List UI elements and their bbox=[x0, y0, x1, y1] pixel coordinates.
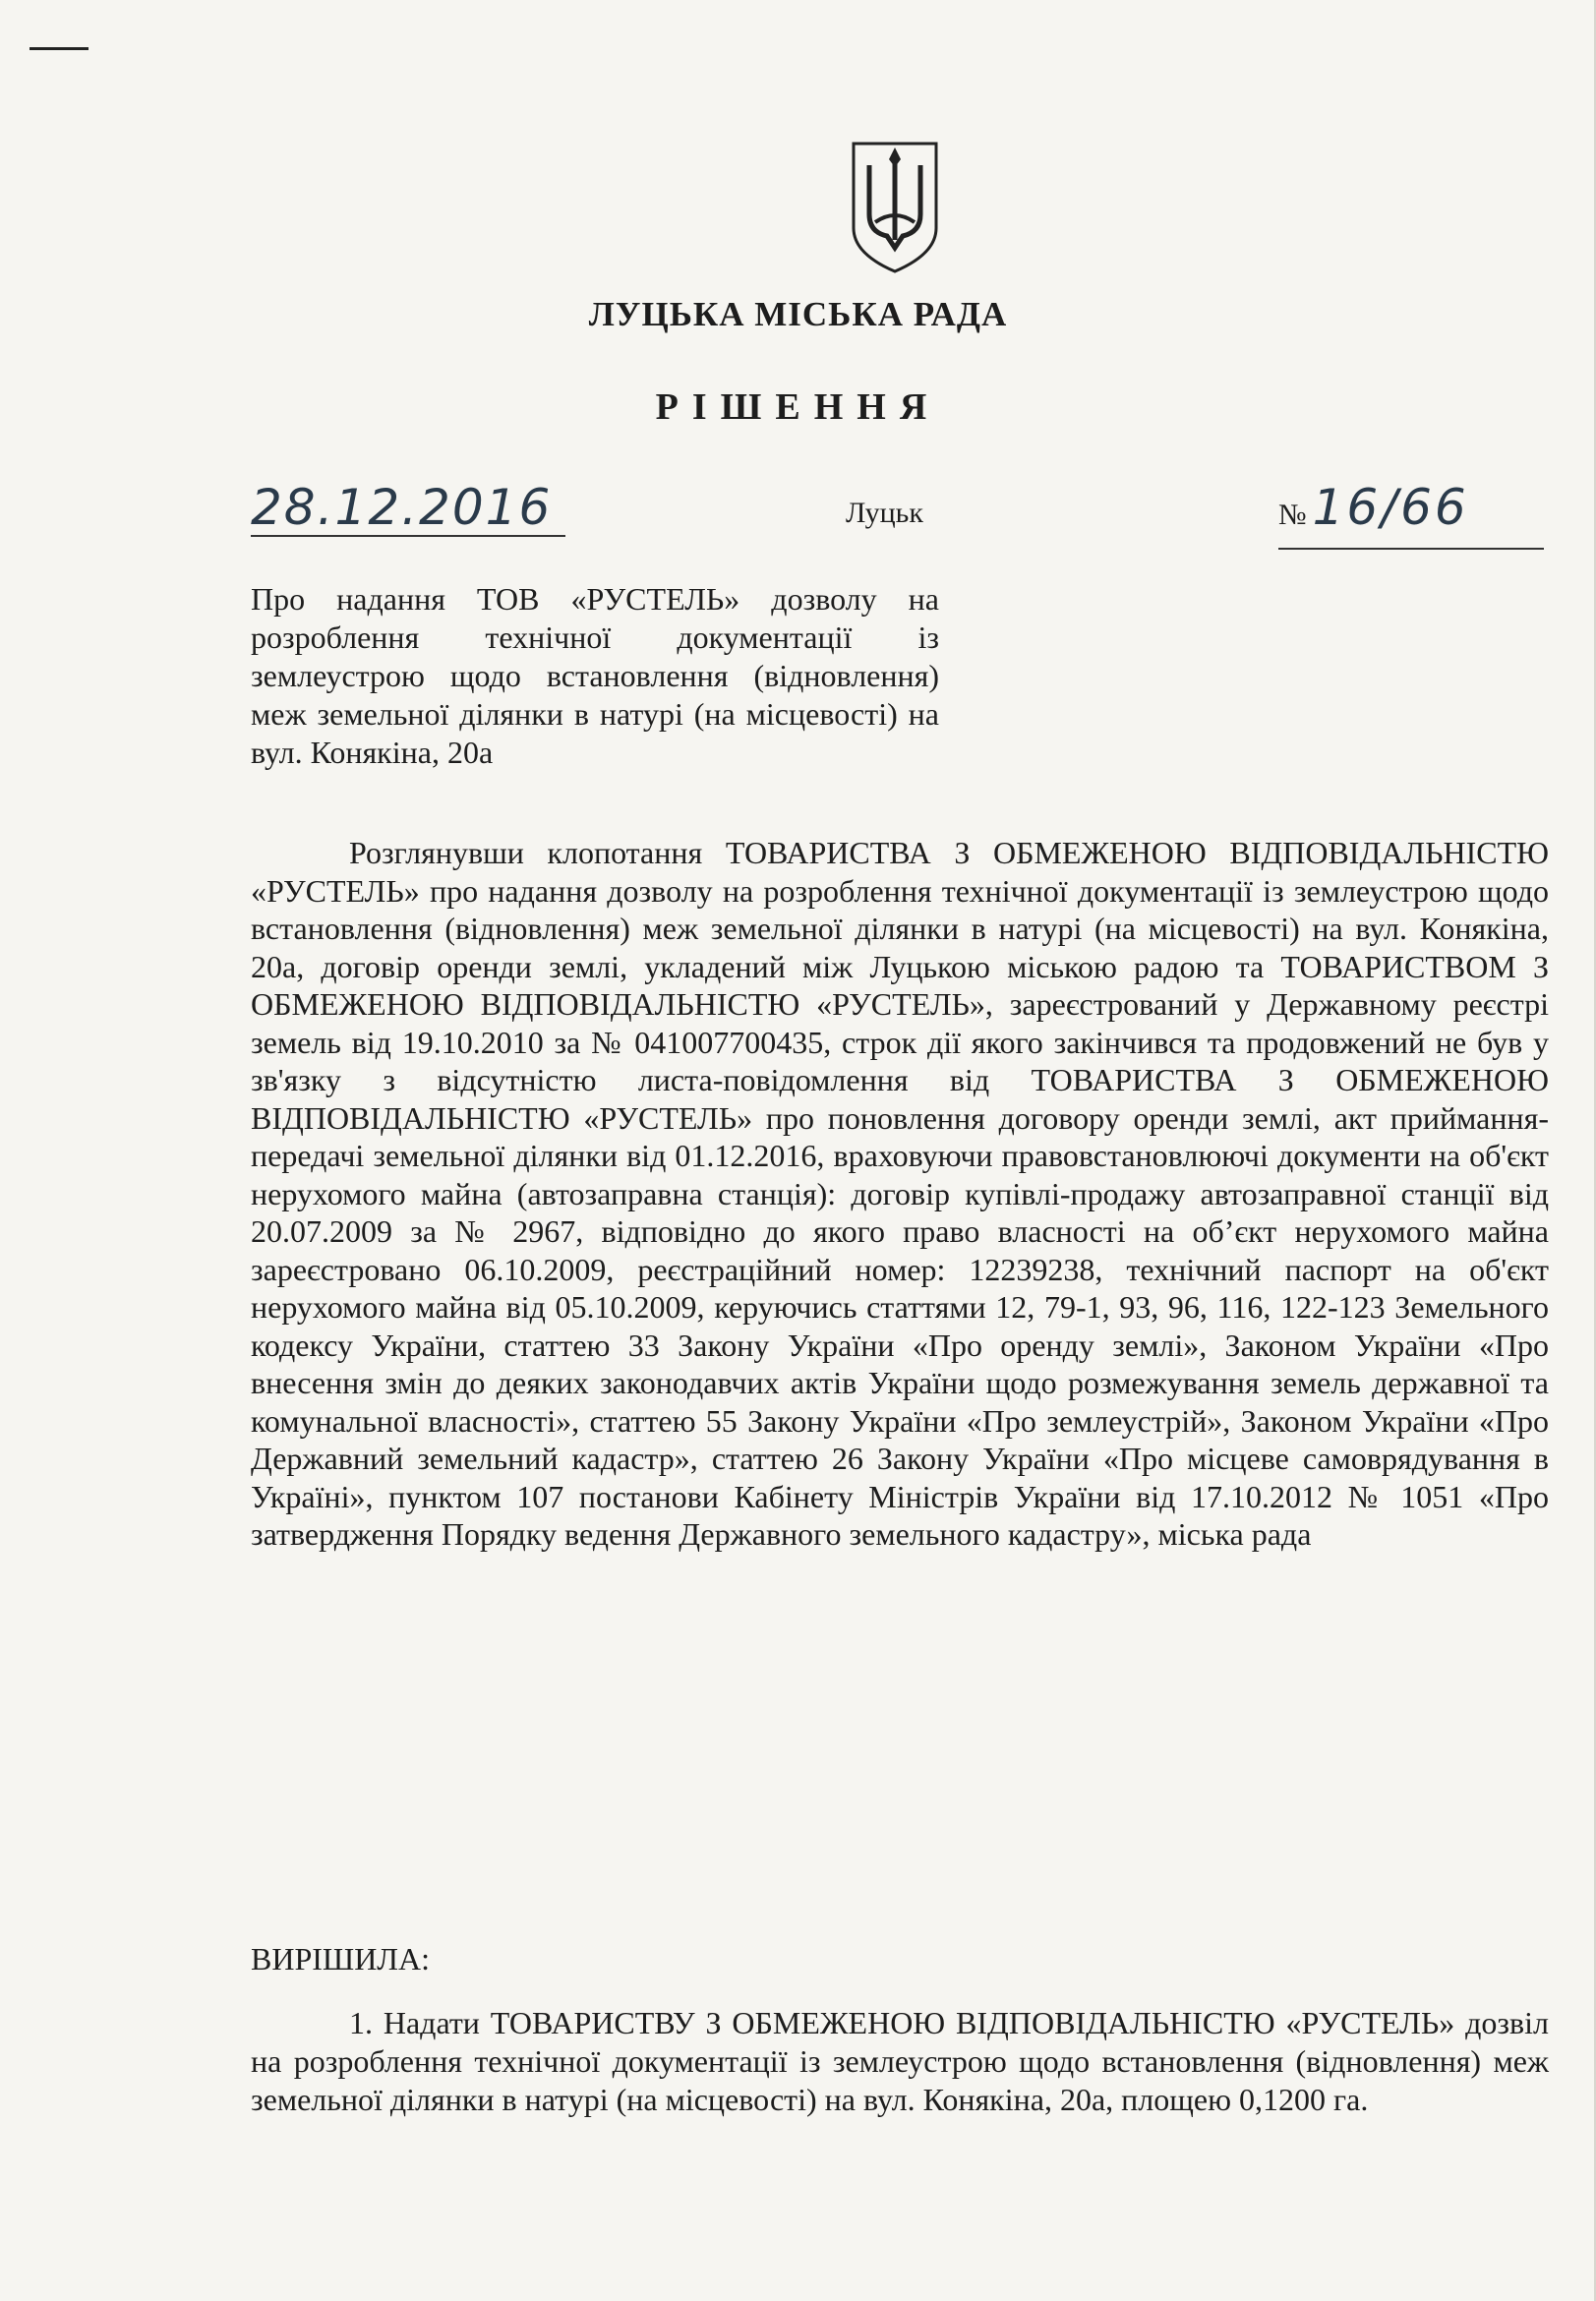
preamble-paragraph: Розглянувши клопотання ТОВАРИСТВА З ОБМЕЖЕНОЮ ВІДПОВІДАЛЬНІСТЮ «РУСТЕЛЬ» про надання дозволу на розроблення технічної документації із землеустрою щодо встановлення (відновлення) меж земельної ділянки в натурі (на місцевості) на вул. Конякіна, 20а, договір оренди землі, укладений між Луцькою міською радою та ТОВАРИСТВОМ З ОБМЕЖЕНОЮ ВІДПОВІДАЛЬНІСТЮ «РУСТЕЛЬ», зареєстрований у Державному реєстрі земель від 19.10.2010 за № 041007700435, строк дії якого закінчився та продовжений не був у зв'язку з відсутністю листа-повідомлення від ТОВАРИСТВА З ОБМЕЖЕНОЮ ВІДПОВІДАЛЬНІСТЮ «РУСТЕЛЬ» про поновлення договору оренди землі, акт приймання-передачі земельної ділянки від 01.12.2016, враховуючи правовстановлюючі документи на об'єкт нерухомого майна (автозаправна станція): договір купівлі-продажу автозаправної станції від 20.07.2009 за № 2967, відповідно до якого право власності на об’єкт нерухомого майна зареєстровано 06.10.2009, реєстраційний номер: 12239238, технічний паспорт на об'єкт нерухомого майна від 05.10.2009, керуючись статтями 12, 79-1, 93, 96, 116, 122-123 Земельного кодексу України, статтею 33 Закону України «Про оренду землі», Законом України «Про внесення змін до деяких законодавчих актів України щодо розмежування земель державної та комунальної власності», статтею 55 Закону України «Про землеустрій», Законом України «Про Державний земельний кадастр», статтею 26 Закону України «Про місцеве самоврядування в Україні», пунктом 107 постанови Кабінету Міністрів України від 17.10.2012 № 1051 «Про затвердження Порядку ведення Державного земельного кадастру», міська рада bbox=[251, 835, 1549, 1552]
corner-mark bbox=[30, 47, 89, 50]
decision-date: 28.12.2016 bbox=[251, 480, 565, 537]
resolved-label: ВИРІШИЛА: bbox=[251, 1941, 430, 1976]
council-name: ЛУЦЬКА МІСЬКА РАДА bbox=[588, 295, 1008, 333]
trident-icon bbox=[846, 138, 944, 275]
resolution-item: 1. Надати ТОВАРИСТВУ З ОБМЕЖЕНОЮ ВІДПОВІДАЛЬНІСТЮ «РУСТЕЛЬ» дозвіл на розроблення технічної документації із землеустрою щодо встановлення (відновлення) меж земельної ділянки в натурі (на місцевості) на вул. Конякіна, 20а, площею 0,1200 га. bbox=[251, 2005, 1549, 2117]
decision-subject: Про надання ТОВ «РУСТЕЛЬ» дозволу на розроблення технічної документації із землеустрою щодо встановлення (відновлення) меж земельної ділянки в натурі (на місцевості) на вул. Конякіна, 20а bbox=[251, 581, 939, 770]
decision-number bbox=[1278, 480, 1544, 550]
number-value: 16/66 bbox=[1312, 479, 1469, 536]
number-sign: № bbox=[1278, 499, 1307, 531]
document-type: РІШЕННЯ bbox=[655, 386, 941, 428]
city-name: Луцьк bbox=[846, 497, 923, 529]
